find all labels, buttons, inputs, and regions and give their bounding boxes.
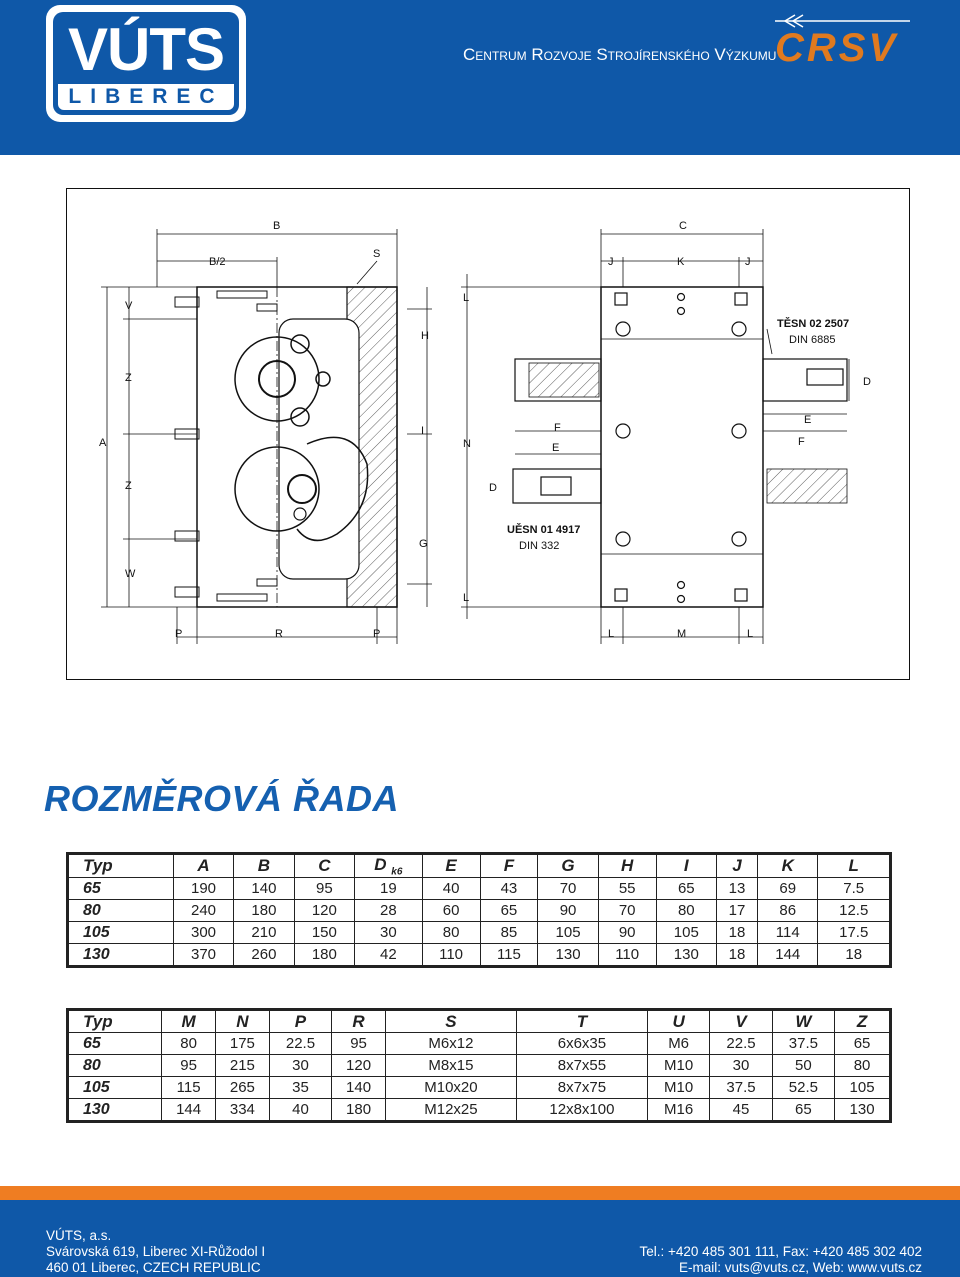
table-cell: M6: [647, 1033, 709, 1055]
table-cell: 105: [538, 922, 598, 944]
dim-D1: D: [489, 482, 497, 494]
table-header: M: [162, 1010, 216, 1033]
table-cell: 17.5: [818, 922, 891, 944]
table-header-row: [68, 854, 891, 878]
table-cell: 18: [717, 944, 758, 967]
dim-N: N: [463, 438, 471, 450]
note-uesn-line1: UĚSN 01 4917: [507, 524, 581, 536]
logo-main-text: VÚTS: [67, 16, 225, 83]
table-cell-typ: 105: [68, 1077, 162, 1099]
table-header: T: [516, 1010, 647, 1033]
table-cell: M10: [647, 1077, 709, 1099]
table-cell: 95: [162, 1055, 216, 1077]
table-cell: 52.5: [772, 1077, 834, 1099]
footer-address-1: Svárovská 619, Liberec XI-Růžodol I: [46, 1244, 266, 1259]
table-cell: 300: [173, 922, 233, 944]
table-cell: 110: [598, 944, 656, 967]
dim-P2: P: [373, 628, 381, 640]
table-cell: 42: [355, 944, 423, 967]
vuts-logo[interactable]: [46, 5, 246, 122]
table-cell: 86: [758, 900, 818, 922]
dim-D2: D: [863, 376, 871, 388]
table-cell: 180: [294, 944, 354, 967]
section-title: ROZMĚROVÁ ŘADA: [44, 778, 399, 819]
table-header: A: [173, 854, 233, 878]
table-header-d: [355, 854, 423, 878]
dim-F1: F: [554, 422, 561, 434]
table-header: V: [710, 1010, 772, 1033]
table-row: [68, 878, 891, 900]
table-cell: 40: [422, 878, 480, 900]
dim-S: S: [373, 248, 381, 260]
table-cell: 175: [215, 1033, 269, 1055]
table-header: H: [598, 854, 656, 878]
logo-band: [58, 84, 234, 110]
table-header: J: [717, 854, 758, 878]
table-cell-typ: 80: [68, 1055, 162, 1077]
table-cell: M16: [647, 1099, 709, 1122]
table-cell: 105: [835, 1077, 891, 1099]
table-cell: 210: [234, 922, 294, 944]
left-view: [175, 287, 397, 607]
dim-L-top: L: [463, 292, 470, 304]
table-cell: 22.5: [710, 1033, 772, 1055]
dim-B2: B/2: [209, 256, 226, 268]
table-cell: 80: [162, 1033, 216, 1055]
table-row: [68, 1099, 891, 1122]
dim-M: M: [677, 628, 687, 640]
table-header: R: [332, 1010, 386, 1033]
note-tesn-line1: TĚSN 02 2507: [777, 318, 850, 330]
table-cell: 30: [269, 1055, 331, 1077]
table-row: [68, 922, 891, 944]
table-cell: M6x12: [385, 1033, 516, 1055]
table-cell: 37.5: [710, 1077, 772, 1099]
table-row: [68, 900, 891, 922]
table-1-body: [68, 878, 891, 967]
crsv-logo[interactable]: CRSV: [775, 26, 899, 70]
dim-L1: L: [608, 628, 615, 640]
table-cell: 60: [422, 900, 480, 922]
table-cell: 30: [355, 922, 423, 944]
table-header: S: [385, 1010, 516, 1033]
table-row: [68, 1077, 891, 1099]
table-cell: 85: [480, 922, 538, 944]
table-header: K: [758, 854, 818, 878]
table-cell: 260: [234, 944, 294, 967]
table-header: C: [294, 854, 354, 878]
table-cell: 65: [835, 1033, 891, 1055]
table-cell: 7.5: [818, 878, 891, 900]
table-header: U: [647, 1010, 709, 1033]
header: [0, 0, 960, 155]
dim-W: W: [125, 568, 136, 580]
table-header: E: [422, 854, 480, 878]
logo-inner: [53, 12, 239, 115]
dimension-table-1: [66, 852, 892, 968]
dim-V: V: [125, 300, 133, 312]
footer-phone[interactable]: Tel.: +420 485 301 111, Fax: +420 485 302 402: [639, 1244, 922, 1259]
table-header-row: [68, 1010, 891, 1033]
logo-sub-text: LIBEREC: [68, 85, 224, 108]
table-cell: 80: [835, 1055, 891, 1077]
table-cell: 6x6x35: [516, 1033, 647, 1055]
table-cell: 180: [234, 900, 294, 922]
table-cell: 370: [173, 944, 233, 967]
dim-B: B: [273, 220, 281, 232]
table-header: L: [818, 854, 891, 878]
right-dimensions: [461, 229, 849, 644]
table-cell: 190: [173, 878, 233, 900]
table-cell: M12x25: [385, 1099, 516, 1122]
footer: [0, 1200, 960, 1277]
table-cell: 105: [656, 922, 716, 944]
dim-I: I: [421, 425, 425, 437]
table-cell: 215: [215, 1055, 269, 1077]
footer-company: VÚTS, a.s.: [46, 1228, 112, 1243]
table-cell: 95: [294, 878, 354, 900]
table-cell-typ: 105: [68, 922, 174, 944]
table-2-body: [68, 1033, 891, 1122]
table-cell: 69: [758, 878, 818, 900]
table-cell: 43: [480, 878, 538, 900]
table-cell: 45: [710, 1099, 772, 1122]
table-cell: 334: [215, 1099, 269, 1122]
table-row: [68, 1055, 891, 1077]
table-cell: 130: [656, 944, 716, 967]
table-cell: 120: [294, 900, 354, 922]
dim-P1: P: [175, 628, 183, 640]
table-header: B: [234, 854, 294, 878]
table-cell: 65: [772, 1099, 834, 1122]
table-cell: 114: [758, 922, 818, 944]
table-cell: 12.5: [818, 900, 891, 922]
table-cell: 40: [269, 1099, 331, 1122]
table-cell: 50: [772, 1055, 834, 1077]
table-cell: 130: [835, 1099, 891, 1122]
table-cell-typ: 65: [68, 878, 174, 900]
dim-G: G: [419, 538, 428, 550]
table-cell: 140: [332, 1077, 386, 1099]
table-cell: 140: [234, 878, 294, 900]
table-cell: 144: [758, 944, 818, 967]
footer-stripe: [0, 1186, 960, 1200]
dim-E2: E: [804, 414, 812, 426]
dim-K: K: [677, 256, 685, 268]
table-header: N: [215, 1010, 269, 1033]
table-cell: 115: [162, 1077, 216, 1099]
table-cell-typ: 80: [68, 900, 174, 922]
table-cell: 95: [332, 1033, 386, 1055]
table-cell: 70: [538, 878, 598, 900]
table-cell: 180: [332, 1099, 386, 1122]
table-cell-typ: 130: [68, 1099, 162, 1122]
table-cell-typ: 130: [68, 944, 174, 967]
dim-L2: L: [747, 628, 754, 640]
technical-drawing: [66, 188, 910, 680]
table-cell: M10: [647, 1055, 709, 1077]
table-header: I: [656, 854, 716, 878]
table-header: P: [269, 1010, 331, 1033]
right-labels: [463, 220, 871, 640]
dim-L-bot: L: [463, 592, 470, 604]
table-cell: 19: [355, 878, 423, 900]
table-cell: 120: [332, 1055, 386, 1077]
table-cell: 65: [656, 878, 716, 900]
table-header: G: [538, 854, 598, 878]
table-cell: 130: [538, 944, 598, 967]
table-cell: 18: [818, 944, 891, 967]
table-cell: 18: [717, 922, 758, 944]
table-cell-typ: 65: [68, 1033, 162, 1055]
drawing-svg: [67, 189, 911, 681]
table-header: Typ: [68, 1010, 162, 1033]
table-cell: 115: [480, 944, 538, 967]
centrum-title: [463, 44, 776, 66]
table-cell: M8x15: [385, 1055, 516, 1077]
table-cell: 8x7x55: [516, 1055, 647, 1077]
table-cell: 110: [422, 944, 480, 967]
table-cell: 8x7x75: [516, 1077, 647, 1099]
footer-web[interactable]: E-mail: vuts@vuts.cz, Web: www.vuts.cz: [678, 1260, 922, 1275]
table-header: W: [772, 1010, 834, 1033]
table-cell: 150: [294, 922, 354, 944]
dim-E1: E: [552, 442, 560, 454]
table-cell: 240: [173, 900, 233, 922]
table-cell: 22.5: [269, 1033, 331, 1055]
table-header: Typ: [68, 854, 174, 878]
dim-C: C: [679, 220, 687, 232]
table-cell: 80: [656, 900, 716, 922]
table-cell: 13: [717, 878, 758, 900]
dim-F2: F: [798, 436, 805, 448]
note-tesn-line2: DIN 6885: [789, 334, 836, 346]
table-header-subscript: k6: [391, 866, 403, 878]
table-cell: 17: [717, 900, 758, 922]
table-cell: 30: [710, 1055, 772, 1077]
table-header: Z: [835, 1010, 891, 1033]
dim-Z1: Z: [125, 372, 132, 384]
table-cell: M10x20: [385, 1077, 516, 1099]
table-cell: 80: [422, 922, 480, 944]
table-cell: 70: [598, 900, 656, 922]
table-cell: 55: [598, 878, 656, 900]
table-cell: 37.5: [772, 1033, 834, 1055]
table-cell: 35: [269, 1077, 331, 1099]
table-cell: 12x8x100: [516, 1099, 647, 1122]
dim-Z2: Z: [125, 480, 132, 492]
table-cell: 90: [538, 900, 598, 922]
table-row: [68, 944, 891, 967]
dimension-table-2: [66, 1008, 892, 1123]
table-cell: 90: [598, 922, 656, 944]
table-cell: 65: [480, 900, 538, 922]
footer-address-2: 460 01 Liberec, CZECH REPUBLIC: [46, 1260, 261, 1275]
dim-R: R: [275, 628, 283, 640]
note-uesn-line2: DIN 332: [519, 540, 560, 552]
table-row: [68, 1033, 891, 1055]
dim-J2: J: [745, 256, 751, 268]
table-header: F: [480, 854, 538, 878]
dim-H: H: [421, 330, 429, 342]
table-cell: 265: [215, 1077, 269, 1099]
dim-J1: J: [608, 256, 614, 268]
table-cell: 28: [355, 900, 423, 922]
table-header: D: [374, 855, 387, 874]
centrum-text: Centrum Rozvoje Strojírenského Výzkumu: [463, 45, 777, 64]
table-cell: 144: [162, 1099, 216, 1122]
dim-A: A: [99, 437, 107, 449]
